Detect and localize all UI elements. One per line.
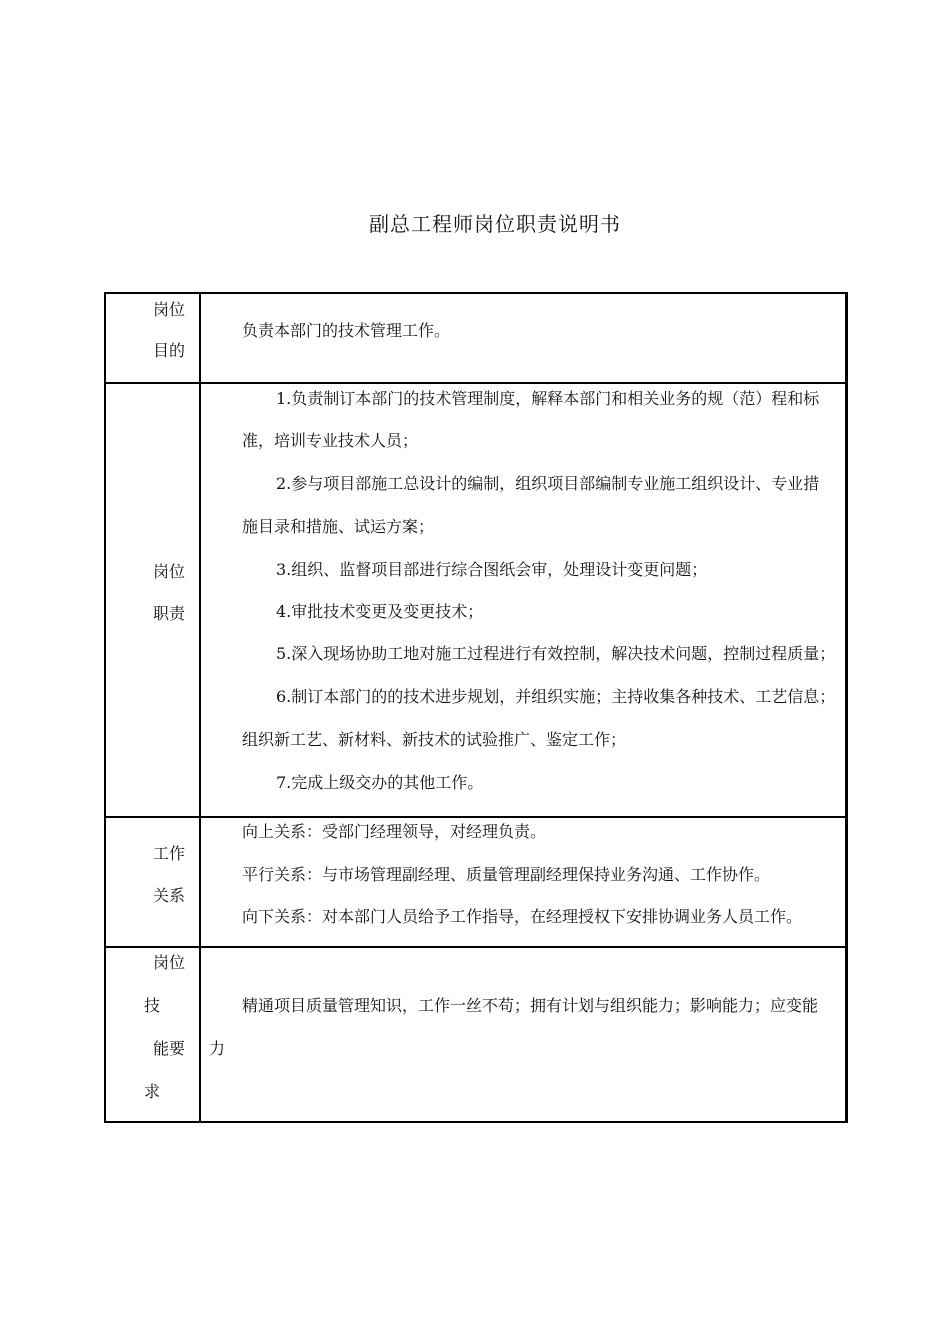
row-label-line: 求 [144,1082,161,1101]
content-line: 向上关系：受部门经理领导，对经理负责。 [242,822,547,841]
content-line: 向下关系：对本部门人员给予工作指导，在经理授权下安排协调业务人员工作。 [242,907,803,926]
row-label-line: 目的 [153,341,186,360]
job-description-table [104,292,848,1123]
document-title: 副总工程师岗位职责说明书 [369,212,621,236]
content-line: 组织新工艺、新材料、新技术的试验推广、鉴定工作； [242,730,627,749]
content-line: 6.制订本部门的的技术进步规划，并组织实施；主持收集各种技术、工艺信息； [276,687,836,706]
column-divider [199,818,201,946]
column-divider [199,294,201,382]
row-label-line: 关系 [153,886,186,905]
row-label-line: 岗位 [153,300,186,319]
content-line: 负责本部门的技术管理工作。 [242,321,451,340]
content-line: 2.参与项目部施工总设计的编制，组织项目部编制专业施工组织设计、专业措 [276,474,820,493]
row-label-line: 岗位 [153,562,186,581]
row-position-purpose [106,294,845,382]
row-work-relations [106,816,845,946]
content-line: 7.完成上级交办的其他工作。 [276,773,484,792]
content-line: 3.组织、监督项目部进行综合图纸会审，处理设计变更问题； [276,560,708,579]
content-line: 力 [209,1039,226,1058]
column-divider [199,948,201,1121]
content-line: 精通项目质量管理知识，工作一丝不苟；拥有计划与组织能力；影响能力；应变能 [242,996,819,1015]
content-line: 1.负责制订本部门的技术管理制度，解释本部门和相关业务的规（范）程和标 [276,389,820,408]
content-line: 5.深入现场协助工地对施工过程进行有效控制，解决技术问题，控制过程质量； [276,644,836,663]
row-position-duties [106,382,845,816]
content-line: 4.审批技术变更及变更技术； [276,602,484,621]
row-label-line: 工作 [153,844,186,863]
row-label-line: 职责 [153,604,186,623]
content-line: 平行关系：与市场管理副经理、质量管理副经理保持业务沟通、工作协作。 [242,865,771,884]
content-line: 准，培训专业技术人员； [242,431,419,450]
row-label-line: 技 [144,996,161,1015]
column-divider [199,384,201,816]
row-label-line: 能要 [153,1039,186,1058]
content-line: 施目录和措施、试运方案； [242,517,435,536]
row-label-line: 岗位 [153,953,186,972]
row-skill-requirements [106,946,845,1121]
